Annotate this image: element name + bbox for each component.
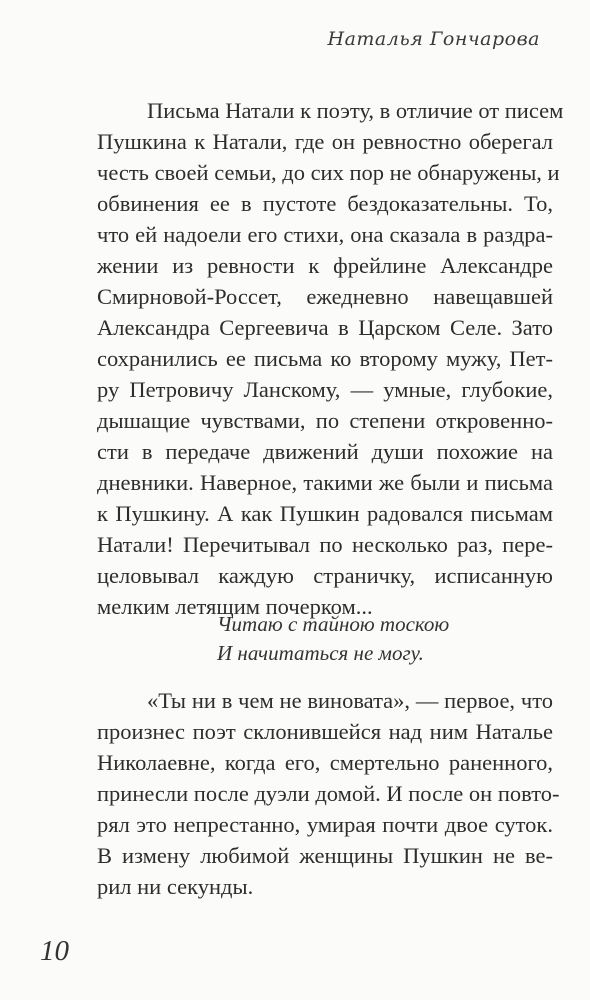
text-line: ру Петровичу Ланскому, — умные, глубокие,	[97, 377, 553, 402]
text-line: Натали! Перечитывал по несколько раз, пере-	[97, 532, 553, 557]
text-line: мелким летящим почерком...	[97, 594, 373, 619]
text-line: В измену любимой женщины Пушкин не ве-	[97, 843, 553, 868]
poem-line: Читаю с тайною тоскою	[217, 612, 450, 636]
text-line: обвинения ее в пустоте бездоказательны. То,	[97, 191, 553, 216]
text-line: произнес поэт склонившейся над ним Наталье	[97, 719, 553, 744]
text-line: жении из ревности к фрейлине Александре	[97, 253, 553, 278]
text-line: что ей надоели его стихи, она сказала в раздра-	[97, 222, 553, 247]
text-line: целовывал каждую страничку, исписанную	[97, 563, 553, 588]
paragraph-1	[97, 95, 564, 622]
paragraph-2	[97, 685, 560, 902]
text-line: Письма Натали к поэту, в отличие от писем	[147, 98, 564, 123]
text-line: к Пушкину. А как Пушкин радовался письмам	[97, 501, 553, 526]
poem-quote	[217, 610, 449, 668]
text-line: честь своей семьи, до сих пор не обнаружены, и	[97, 160, 560, 185]
text-line: Николаевне, когда его, смертельно раненного,	[97, 750, 553, 775]
text-line: рял это непрестанно, умирая почти двое суток.	[97, 812, 553, 837]
text-line: сти в передаче движений души похожие на	[97, 439, 553, 464]
text-line: дневники. Наверное, такими же были и письма	[97, 470, 553, 495]
text-line: сохранились ее письма ко второму мужу, Пет-	[97, 346, 553, 371]
text-line: Александра Сергеевича в Царском Селе. Зато	[97, 315, 553, 340]
page-number: 10	[40, 935, 69, 967]
text-line: «Ты ни в чем не виновата», — первое, что	[147, 688, 553, 713]
text-line: Смирновой-Россет, ежедневно навещавшей	[97, 284, 553, 309]
text-line: дышащие чувствами, по степени откровенно-	[97, 408, 553, 433]
text-line: рил ни секунды.	[97, 874, 254, 899]
running-head-title: Наталья Гончарова	[327, 28, 540, 50]
poem-line: И начитаться не могу.	[217, 641, 424, 665]
text-line: Пушкина к Натали, где он ревностно оберегал	[97, 129, 553, 154]
text-line: принесли после дуэли домой. И после он повто-	[97, 781, 560, 806]
